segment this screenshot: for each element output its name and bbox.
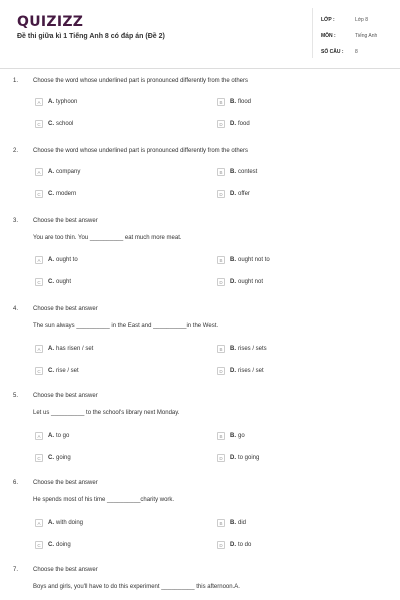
question-text: Choose the best answer	[33, 306, 98, 312]
option-letter: D.	[230, 455, 236, 461]
question-stem: The sun always __________ in the East and __________in the West.	[33, 323, 219, 329]
option-a[interactable]	[35, 256, 78, 264]
option-box: B	[217, 168, 225, 176]
option-text: ought to	[56, 257, 78, 263]
option-b[interactable]	[217, 519, 246, 527]
option-box: A	[35, 98, 43, 106]
option-letter: D.	[230, 542, 236, 548]
option-letter: B.	[230, 346, 236, 352]
question-text: Choose the best answer	[33, 393, 98, 399]
option-text: to go	[56, 433, 70, 439]
option-letter: D.	[230, 279, 236, 285]
question-stem: Let us __________ to the school's library next Monday.	[33, 410, 180, 416]
option-text: typhoon	[56, 99, 78, 105]
option-text: to going	[238, 455, 260, 461]
option-letter: B.	[230, 520, 236, 526]
option-a[interactable]	[35, 345, 93, 353]
option-letter: C.	[48, 279, 54, 285]
option-letter: B.	[230, 169, 236, 175]
option-box: D	[217, 190, 225, 198]
option-box: A	[35, 519, 43, 527]
option-letter: A.	[48, 433, 54, 439]
option-text: doing	[56, 542, 71, 548]
meta-label: MÔN :	[321, 32, 336, 39]
option-text: company	[56, 169, 81, 175]
option-letter: C.	[48, 542, 54, 548]
option-text: school	[56, 121, 74, 127]
option-c[interactable]	[35, 367, 79, 375]
option-letter: C.	[48, 121, 54, 127]
option-d[interactable]	[217, 120, 250, 128]
option-text: has risen / set	[56, 346, 94, 352]
option-c[interactable]	[35, 190, 76, 198]
option-letter: C.	[48, 191, 54, 197]
option-d[interactable]	[217, 454, 259, 462]
question-stem: Boys and girls, you'll have to do this experiment __________ this afternoon.A.	[33, 584, 240, 590]
option-d[interactable]	[217, 367, 264, 375]
option-box: B	[217, 256, 225, 264]
option-text: rises / sets	[238, 346, 267, 352]
option-letter: D.	[230, 191, 236, 197]
option-c[interactable]	[35, 278, 71, 286]
meta-value: Lớp 8	[355, 16, 369, 23]
option-b[interactable]	[217, 256, 270, 264]
page-title: Đề thi giữa kì 1 Tiếng Anh 8 có đáp án (Đề 2)	[17, 33, 165, 40]
option-b[interactable]	[217, 168, 257, 176]
option-box: D	[217, 367, 225, 375]
option-box: A	[35, 432, 43, 440]
option-a[interactable]	[35, 168, 80, 176]
option-text: rise / set	[56, 368, 79, 374]
option-box: D	[217, 454, 225, 462]
option-box: B	[217, 98, 225, 106]
option-box: B	[217, 345, 225, 353]
meta-panel	[312, 8, 389, 58]
header	[0, 0, 400, 69]
question-text: Choose the best answer	[33, 480, 98, 486]
question-stem: You are too thin. You __________ eat much more meat.	[33, 235, 182, 241]
option-letter: A.	[48, 520, 54, 526]
option-box: C	[35, 541, 43, 549]
question-text: Choose the word whose underlined part is pronounced differently from the others	[33, 148, 249, 154]
meta-row-subject	[321, 28, 391, 43]
option-a[interactable]	[35, 432, 69, 440]
option-text: modern	[56, 191, 77, 197]
option-box: A	[35, 168, 43, 176]
meta-row-grade	[321, 12, 391, 27]
question-text: Choose the word whose underlined part is pronounced differently from the others	[33, 78, 249, 84]
option-b[interactable]	[217, 98, 251, 106]
question-text: Choose the best answer	[33, 567, 98, 573]
option-d[interactable]	[217, 541, 251, 549]
option-box: D	[217, 120, 225, 128]
question-number: 1.	[13, 78, 19, 84]
option-box: A	[35, 345, 43, 353]
option-b[interactable]	[217, 432, 245, 440]
option-text: did	[238, 520, 247, 526]
option-a[interactable]	[35, 98, 77, 106]
option-box: A	[35, 256, 43, 264]
option-c[interactable]	[35, 120, 73, 128]
meta-label: LỚP :	[321, 16, 335, 23]
option-letter: A.	[48, 346, 54, 352]
option-text: going	[56, 455, 71, 461]
option-text: ought not	[238, 279, 264, 285]
option-letter: C.	[48, 368, 54, 374]
option-text: flood	[238, 99, 252, 105]
option-c[interactable]	[35, 541, 71, 549]
option-b[interactable]	[217, 345, 267, 353]
question-stem: He spends most of his time __________charity work.	[33, 497, 175, 503]
option-text: to do	[238, 542, 252, 548]
option-d[interactable]	[217, 278, 263, 286]
option-letter: D.	[230, 368, 236, 374]
meta-row-count	[321, 44, 391, 59]
question-number: 5.	[13, 393, 19, 399]
meta-label: SỐ CÂU :	[321, 48, 344, 55]
option-letter: C.	[48, 455, 54, 461]
question-number: 6.	[13, 480, 19, 486]
option-a[interactable]	[35, 519, 83, 527]
option-box: C	[35, 120, 43, 128]
option-text: rises / set	[238, 368, 264, 374]
option-box: C	[35, 278, 43, 286]
option-letter: A.	[48, 99, 54, 105]
option-letter: A.	[48, 169, 54, 175]
question-number: 7.	[13, 567, 19, 573]
option-text: offer	[238, 191, 250, 197]
quizizz-logo: QUIZIZZ	[17, 14, 84, 30]
option-box: B	[217, 432, 225, 440]
option-box: D	[217, 541, 225, 549]
option-box: C	[35, 454, 43, 462]
option-letter: A.	[48, 257, 54, 263]
meta-value: Tiếng Anh	[355, 32, 378, 39]
question-text: Choose the best answer	[33, 218, 98, 224]
option-box: C	[35, 367, 43, 375]
option-text: ought	[56, 279, 72, 285]
option-box: C	[35, 190, 43, 198]
option-c[interactable]	[35, 454, 71, 462]
question-number: 4.	[13, 306, 19, 312]
option-letter: B.	[230, 99, 236, 105]
option-d[interactable]	[217, 190, 250, 198]
option-text: ought not to	[238, 257, 270, 263]
question-number: 2.	[13, 148, 19, 154]
option-box: B	[217, 519, 225, 527]
option-text: contest	[238, 169, 258, 175]
option-text: with doing	[56, 520, 84, 526]
option-text: food	[238, 121, 250, 127]
option-text: go	[238, 433, 245, 439]
meta-value: 8	[355, 48, 358, 55]
question-number: 3.	[13, 218, 19, 224]
option-letter: B.	[230, 433, 236, 439]
option-box: D	[217, 278, 225, 286]
option-letter: B.	[230, 257, 236, 263]
option-letter: D.	[230, 121, 236, 127]
